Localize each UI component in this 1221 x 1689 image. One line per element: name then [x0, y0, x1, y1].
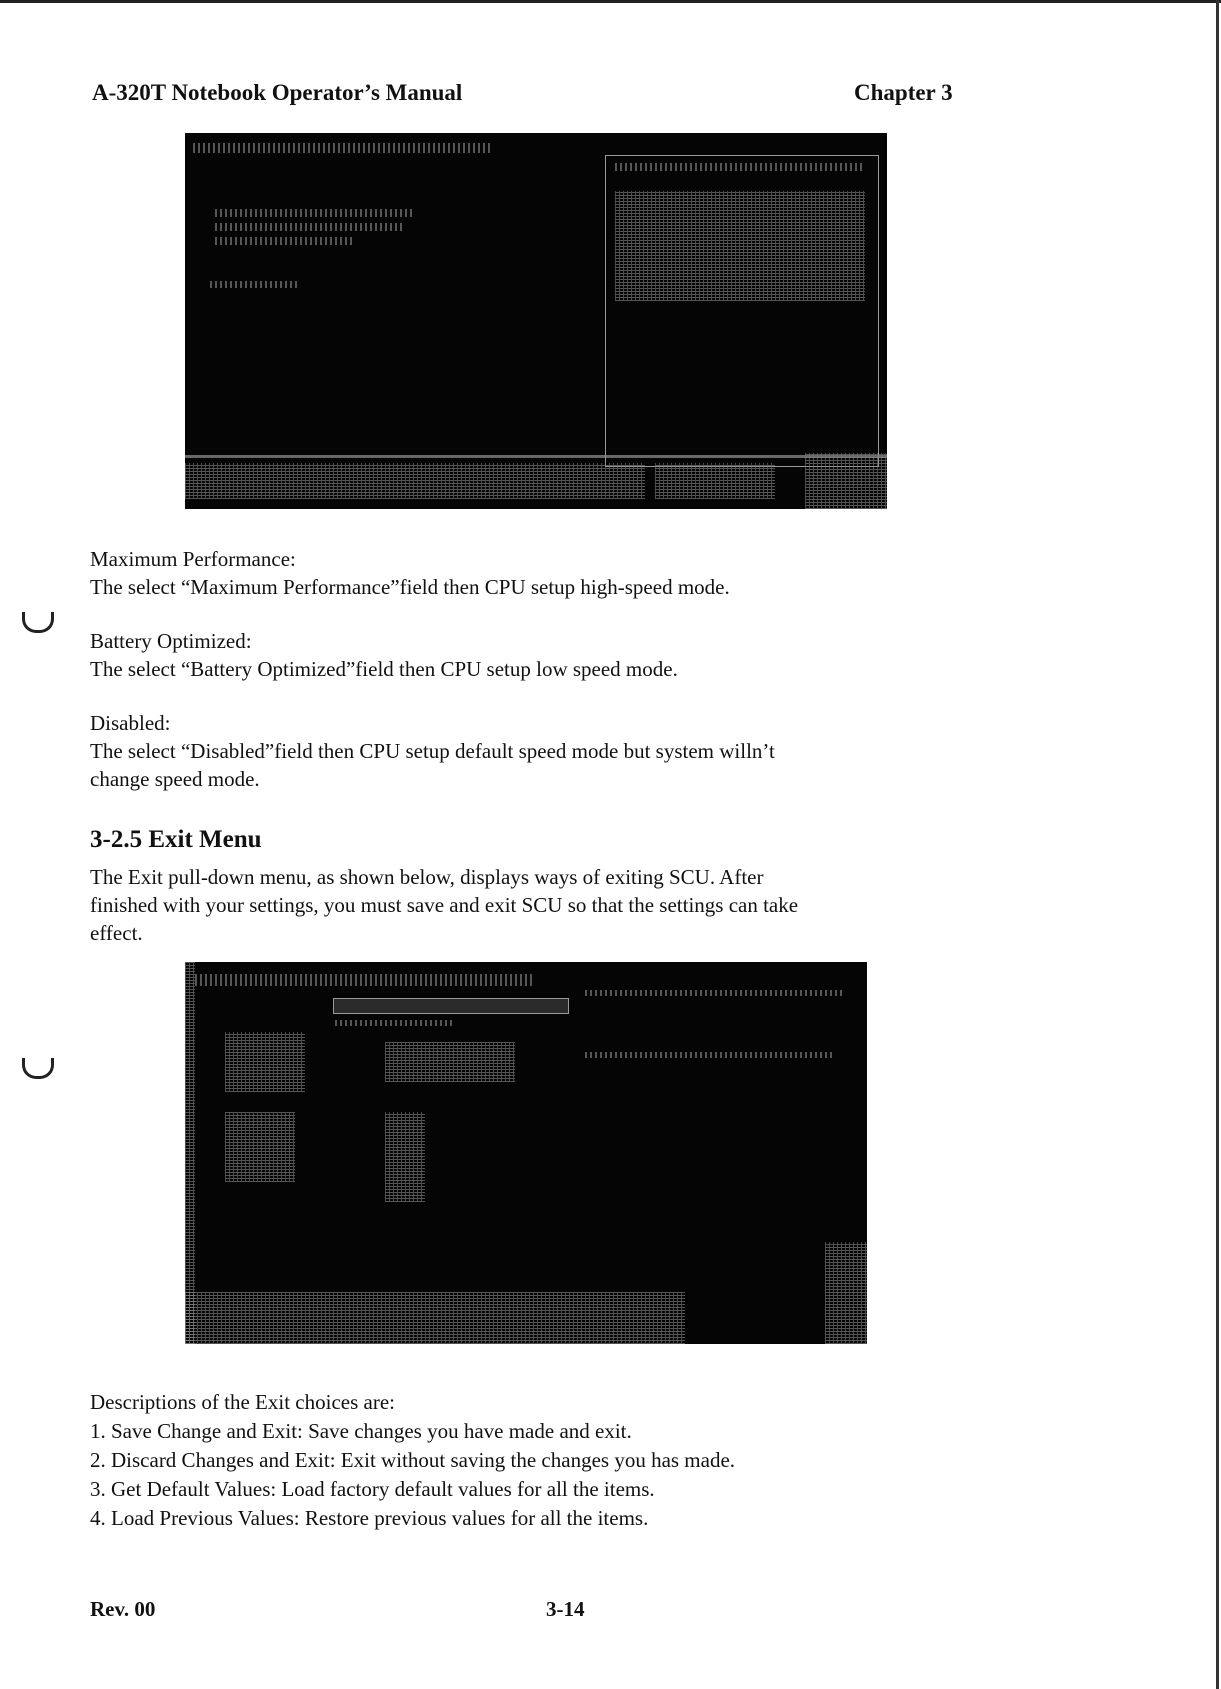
screen-status-divider [185, 455, 887, 458]
exit-intro-line-1: The Exit pull-down menu, as shown below, displays ways of exiting SCU. After [90, 865, 764, 889]
disabled-desc-2: change speed mode. [90, 767, 260, 791]
disabled-desc-1: The select “Disabled”field then CPU setup default speed mode but system willn’t [90, 739, 775, 763]
chapter-label: Chapter 3 [854, 80, 953, 105]
exit-menu-intro [90, 863, 798, 947]
cpu-speed-descriptions [90, 545, 775, 793]
screen-left-column [225, 1032, 305, 1092]
screen-option-line [215, 237, 355, 245]
screen-mid-column [385, 1042, 515, 1082]
screen-selected-item [333, 998, 569, 1014]
screen-help-title [615, 163, 865, 171]
binder-hole-mark [22, 612, 54, 633]
screen-hint-line [210, 281, 300, 288]
exit-intro-line-3: effect. [90, 921, 143, 945]
battery-title: Battery Optimized: [90, 629, 252, 653]
max-perf-desc: The select “Maximum Performance”field then CPU setup high-speed mode. [90, 575, 730, 599]
right-border-line [1216, 0, 1219, 1689]
screen-menu-bar [195, 974, 535, 986]
disabled-title: Disabled: [90, 711, 171, 735]
top-border-line [0, 0, 1221, 3]
exit-choices-intro: Descriptions of the Exit choices are: [90, 1390, 395, 1414]
manual-title: A-320T Notebook Operator’s Manual [92, 80, 463, 105]
screen-mid-column [385, 1112, 425, 1202]
screen-key-legend [655, 463, 775, 499]
screen-option-line [215, 223, 405, 231]
screen-menu-bar [193, 143, 493, 153]
page-number: 3-14 [546, 1597, 585, 1621]
exit-choice-4: 4. Load Previous Values: Restore previous values for all the items. [90, 1506, 649, 1530]
cpu-speed-screenshot [185, 133, 887, 509]
screen-option-line [215, 209, 415, 217]
exit-choice-3: 3. Get Default Values: Load factory default values for all the items. [90, 1477, 655, 1501]
screen-right-text [585, 1052, 835, 1058]
screen-right-text [585, 990, 845, 996]
binder-hole-mark [22, 1058, 54, 1079]
screen-help-text [615, 191, 865, 301]
screen-left-edge [185, 962, 195, 1344]
battery-desc: The select “Battery Optimized”field then CPU setup low speed mode. [90, 657, 678, 681]
revision-label: Rev. 00 [90, 1597, 156, 1621]
exit-menu-heading: 3-2.5 Exit Menu [90, 826, 262, 853]
exit-choices [90, 1388, 735, 1533]
screen-corner-noise [825, 1242, 867, 1344]
exit-intro-line-2: finished with your settings, you must save and exit SCU so that the settings can take [90, 893, 799, 917]
max-perf-title: Maximum Performance: [90, 547, 296, 571]
exit-choice-2: 2. Discard Changes and Exit: Exit without saving the changes you has made. [90, 1448, 736, 1472]
screen-key-legend [185, 1292, 685, 1344]
exit-choice-1: 1. Save Change and Exit: Save changes you have made and exit. [90, 1419, 632, 1443]
screen-corner-noise [805, 453, 887, 509]
exit-menu-screenshot [185, 962, 867, 1344]
screen-menu-item [335, 1020, 455, 1026]
screen-key-legend [185, 463, 645, 499]
screen-left-column [225, 1112, 295, 1182]
